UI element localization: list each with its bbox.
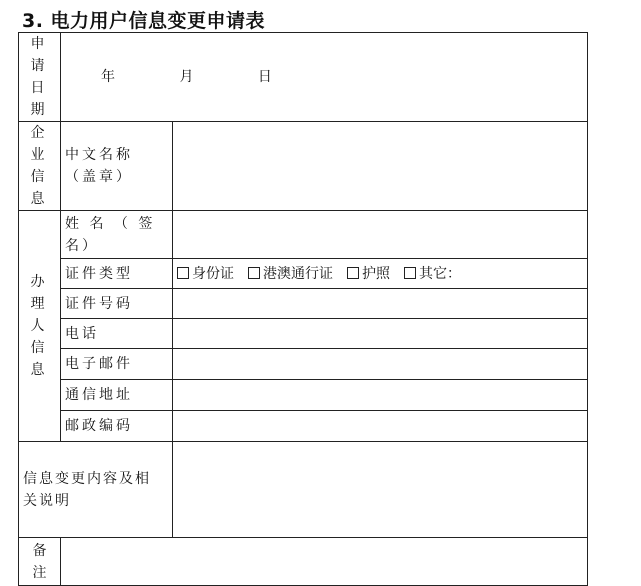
- email-row: [19, 349, 588, 380]
- id-option-passport-label: 护照: [362, 265, 390, 282]
- company-name-input[interactable]: [173, 122, 588, 211]
- remark-label-line2: 注: [32, 564, 47, 581]
- application-form-table: [18, 32, 588, 586]
- agent-label-cell: [19, 211, 61, 442]
- id-number-label: 证件号码: [61, 289, 173, 319]
- phone-input[interactable]: [173, 319, 588, 349]
- id-type-options: [173, 259, 588, 289]
- checkbox-idcard[interactable]: [177, 267, 189, 279]
- checkbox-other[interactable]: [404, 267, 416, 279]
- checkbox-passport[interactable]: [347, 267, 359, 279]
- change-label-line2: 关说明: [23, 492, 71, 509]
- agent-label-line2: 人信: [30, 318, 49, 356]
- company-label-line1: 企业: [30, 125, 49, 163]
- email-input[interactable]: [173, 349, 588, 380]
- change-label-line1: 信息变更内容及相: [23, 470, 151, 487]
- id-number-row: [19, 289, 588, 319]
- id-option-idcard[interactable]: [177, 263, 234, 285]
- id-type-label: 证件类型: [61, 259, 173, 289]
- date-year-label: 年: [101, 69, 115, 85]
- postcode-input[interactable]: [173, 411, 588, 442]
- address-input[interactable]: [173, 380, 588, 411]
- postcode-row: [19, 411, 588, 442]
- agent-name-row: [19, 211, 588, 259]
- id-number-input[interactable]: [173, 289, 588, 319]
- remark-label-line1: 备: [32, 542, 47, 559]
- change-content-input[interactable]: [173, 442, 588, 538]
- agent-name-label-line2: 名）: [65, 237, 99, 254]
- change-label-cell: [19, 442, 173, 538]
- address-row: [19, 380, 588, 411]
- date-month-label: 月: [179, 69, 194, 85]
- date-label-line1: 申 请: [30, 36, 49, 74]
- agent-label-line3: 息: [30, 362, 49, 378]
- remark-label-cell: [19, 538, 61, 586]
- checkbox-hkmo-permit[interactable]: [248, 267, 260, 279]
- company-label-line2: 信息: [30, 169, 49, 207]
- remark-row: [19, 538, 588, 586]
- company-name-label-line2: （盖章）: [65, 169, 133, 185]
- date-row: [19, 33, 588, 122]
- agent-name-label-line1: 姓 名 （ 签: [65, 215, 156, 232]
- email-label: 电子邮件: [61, 349, 173, 380]
- date-input-cell[interactable]: [61, 33, 588, 122]
- agent-label-line1: 办理: [30, 274, 49, 312]
- form-title: 3. 电力用户信息变更申请表: [22, 10, 266, 32]
- remark-input[interactable]: [61, 538, 588, 586]
- id-option-other-label: 其它：: [419, 265, 461, 282]
- id-option-passport[interactable]: [347, 263, 390, 285]
- phone-label: 电话: [61, 319, 173, 349]
- agent-name-input[interactable]: [173, 211, 588, 259]
- company-row: [19, 122, 588, 211]
- phone-row: [19, 319, 588, 349]
- id-type-row: [19, 259, 588, 289]
- change-row: [19, 442, 588, 538]
- id-option-other[interactable]: [404, 263, 461, 285]
- date-label-cell: [19, 33, 61, 122]
- id-option-hkmo-permit[interactable]: [248, 263, 333, 285]
- company-name-label-line1: 中文名称: [65, 147, 133, 163]
- date-day-label: 日: [257, 69, 272, 85]
- postcode-label: 邮政编码: [61, 411, 173, 442]
- company-name-label-cell: [61, 122, 173, 211]
- date-label-line2: 日 期: [30, 80, 49, 118]
- agent-name-label-cell: [61, 211, 173, 259]
- company-label-cell: [19, 122, 61, 211]
- id-option-hkmo-permit-label: 港澳通行证: [263, 265, 333, 282]
- address-label: 通信地址: [61, 380, 173, 411]
- id-option-idcard-label: 身份证: [192, 265, 234, 282]
